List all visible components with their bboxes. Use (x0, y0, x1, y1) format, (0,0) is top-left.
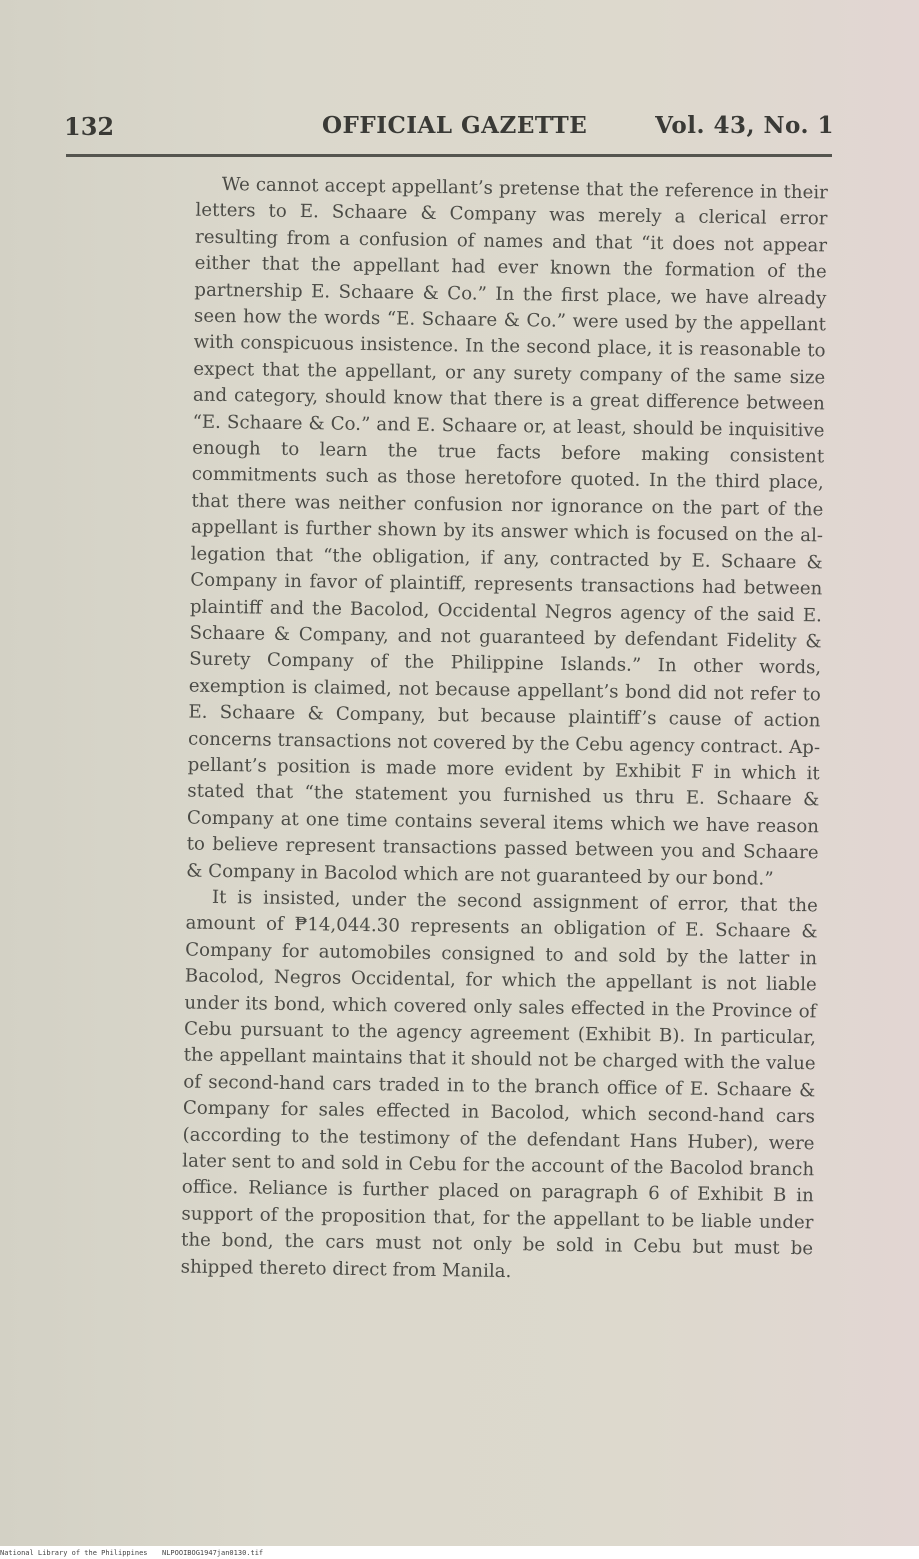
page-header (64, 112, 834, 148)
scan-credit: National Library of the Philippines (0, 1549, 148, 1557)
paragraph-2: It is insisted, under the second assignment of error, that the amount of ₱14,044.30 represents an obligation of E. Schaare & Company for automobiles consigned to and sold by the latter in Bacolod, Negros Occidental, for which the appellant is not liable under its bond, which covered only sales effected in the Province of Cebu pursuant to the agency agreement (Exhibit B). In particular, the appellant maintains that it should not be charged with the value of second-hand cars traded in to the branch office of E. Schaare & Company for sales effected in Bacolod, which second-hand cars (according to the testimony of the defendant Hans Huber), were later sent to and sold in Cebu for the account of the Bacolod branch office. Reliance is further placed on paragraph 6 of Exhibit B in support of the proposition that, for the appellant to be liable under the bond, the cars must not only be sold in Cebu but must be shipped thereto direct from Manila. (180, 886, 818, 1282)
body-text (181, 172, 828, 1290)
page-number: 132 (64, 112, 115, 141)
paragraph-1: We cannot accept appellant’s pretense that the reference in their letters to E. Schaare & Company was merely a clerical error resulting from a confusion of names and that “it does not appear either that the appellant had ever known the formation of the partnership E. Schaare & Co.” In the first place, we have already seen how the words “E. Schaare & Co.” were used by the appellant with conspicuous insistence. In the second place, it is reasonable to expect that the appellant, or any surety company of the same size and category, should know that there is a great difference between “E. Schaare & Co.” and E. Schaare or, at least, should be inquisitive enough to learn the true facts before making consistent commitments such as those heretofore quoted. In the third place, that there was neither confusion nor ignorance on the part of the appellant is further shown by its answer which is focused on the allegation that “the obligation, if any, contracted by E. Schaare & Company in favor of plaintiff, represents transactions had between plaintiff and the Bacolod, Occidental Negros agency of the said E. Schaare & Company, and not guaranteed by defendant Fidelity & Surety Company of the Philippine Islands.” In other words, exemption is claimed, not because appellant’s bond did not refer to E. Schaare & Company, but because plaintiff’s cause of action concerns transactions not covered by the Cebu agency contract. Appellant’s position is made more evident by Exhibit F in which it stated that “the statement you furnished us thru E. Schaare & Company at one time contains several items which we have reason to believe represent transactions passed between you and Schaare & Company in Bacolod which are not guaranteed by our bond.” (186, 173, 828, 890)
volume-issue: Vol. 43, No. 1 (655, 112, 834, 139)
journal-title: OFFICIAL GAZETTE (322, 112, 588, 139)
header-rule (66, 154, 832, 157)
scan-file-id: NLPOOIBOG1947jan0130.tif (162, 1549, 264, 1557)
